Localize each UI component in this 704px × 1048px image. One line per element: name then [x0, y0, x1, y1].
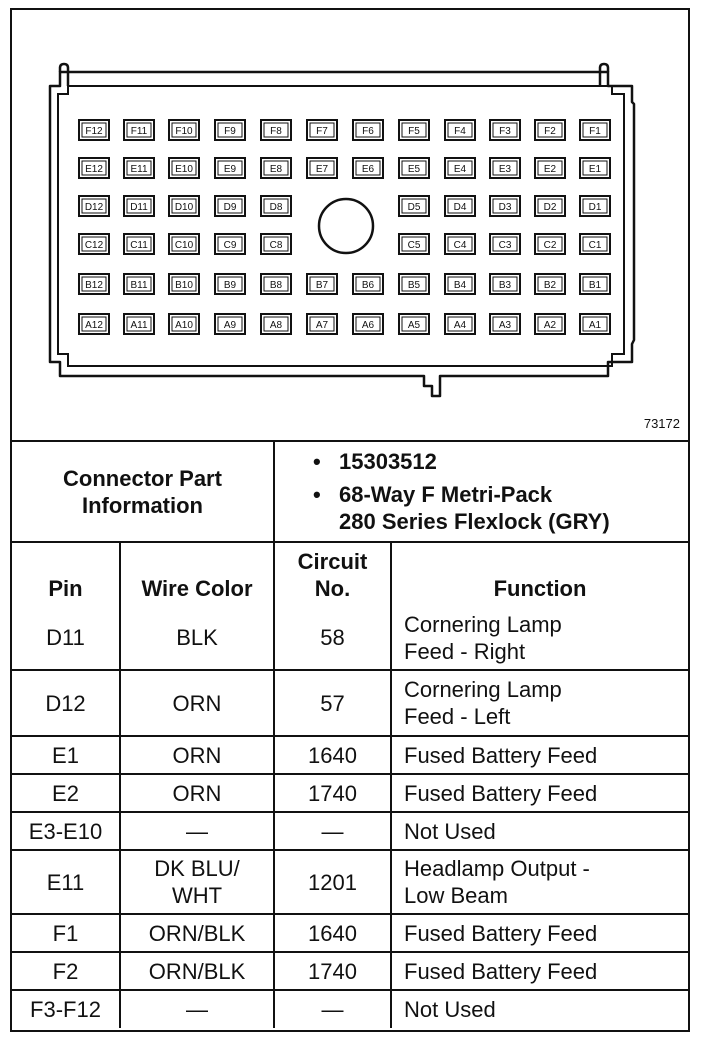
pin-label-B1: B1	[588, 280, 602, 291]
wire-color-line1: ORN/BLK	[148, 958, 246, 984]
header-function: Function	[391, 542, 688, 606]
table-row	[12, 736, 688, 774]
pin-label-E1: E1	[588, 164, 602, 175]
pin-label-B11: B11	[130, 280, 148, 291]
wire-color-line1: ORN	[172, 780, 222, 806]
connector-face-drawing	[12, 10, 688, 440]
center-key-hole	[319, 199, 373, 253]
header-circuit-line1: Circuit	[297, 549, 368, 574]
function-line2: Feed - Right	[404, 638, 526, 664]
header-circuit-line2: No.	[314, 576, 351, 601]
pin-label-B8: B8	[269, 280, 283, 291]
wire-color-line1: BLK	[176, 625, 218, 650]
function-cell	[391, 952, 688, 990]
pin-label-E5: E5	[407, 164, 421, 175]
wire-color-cell	[120, 606, 274, 670]
pin-cell: E11	[12, 850, 120, 914]
pin-cell: E3-E10	[12, 812, 120, 850]
info-title-line2: Information	[82, 492, 203, 518]
pin-cell: F3-F12	[12, 990, 120, 1028]
pin-label-B3: B3	[498, 280, 512, 291]
bullet-icon: •	[313, 449, 321, 474]
pin-label-D11: D11	[130, 202, 148, 213]
pin-label-D4: D4	[453, 202, 467, 213]
pin-label-E4: E4	[453, 164, 467, 175]
function-cell	[391, 850, 688, 914]
function-line2: Feed - Left	[404, 704, 511, 729]
wire-color-line1: —	[186, 818, 208, 844]
connector-info-bullets	[274, 442, 688, 542]
pin-label-C8: C8	[269, 240, 283, 251]
bullet-part-number	[313, 448, 688, 475]
pin-label-F4: F4	[454, 126, 466, 137]
pin-label-C9: C9	[223, 240, 237, 251]
circuit-cell: 1640	[274, 736, 391, 774]
function-line1: Fused Battery Feed	[404, 958, 598, 984]
bullet-description	[313, 481, 688, 535]
pin-label-F11: F11	[130, 126, 148, 137]
pin-label-D12: D12	[84, 202, 104, 213]
pin-label-E6: E6	[361, 164, 375, 175]
wire-color-line1: ORN	[172, 742, 222, 768]
function-cell	[391, 670, 688, 736]
pin-label-A7: A7	[315, 320, 329, 331]
function-line1: Headlamp Output -	[404, 856, 590, 881]
pin-label-E3: E3	[498, 164, 512, 175]
pin-label-C3: C3	[498, 240, 512, 251]
wire-color-line1: ORN/BLK	[148, 920, 246, 946]
pin-label-F12: F12	[85, 126, 103, 137]
wire-color-line2: WHT	[171, 883, 223, 908]
pin-label-E10: E10	[175, 164, 193, 175]
pin-label-A9: A9	[223, 320, 237, 331]
function-cell	[391, 990, 688, 1028]
table-row	[12, 812, 688, 850]
info-title-line1: Connector Part	[63, 465, 222, 491]
pin-label-C10: C10	[174, 240, 194, 251]
function-cell	[391, 812, 688, 850]
document-frame	[10, 8, 690, 1032]
wire-color-cell	[120, 850, 274, 914]
circuit-cell: 1640	[274, 914, 391, 952]
pin-label-A5: A5	[407, 320, 421, 331]
pin-label-C5: C5	[407, 240, 421, 251]
pin-label-E11: E11	[130, 164, 148, 175]
pin-cell: D11	[12, 606, 120, 670]
bullet-icon: •	[313, 482, 321, 507]
pin-label-E12: E12	[85, 164, 103, 175]
circuit-cell: 58	[274, 606, 391, 670]
connector-diagram	[12, 10, 688, 442]
pin-label-F5: F5	[408, 126, 420, 137]
function-cell	[391, 736, 688, 774]
pin-label-F2: F2	[544, 126, 556, 137]
wire-color-cell	[120, 670, 274, 736]
pin-label-B9: B9	[223, 280, 237, 291]
table-row	[12, 990, 688, 1028]
pin-label-E8: E8	[269, 164, 283, 175]
pin-label-D8: D8	[269, 202, 283, 213]
pin-label-D9: D9	[223, 202, 237, 213]
table-row	[12, 914, 688, 952]
pin-label-B2: B2	[543, 280, 557, 291]
pin-label-C11: C11	[130, 240, 148, 251]
pin-label-E9: E9	[223, 164, 237, 175]
circuit-cell: 57	[274, 670, 391, 736]
function-cell	[391, 914, 688, 952]
circuit-cell: 1740	[274, 952, 391, 990]
pin-label-A11: A11	[130, 320, 148, 331]
table-row	[12, 670, 688, 736]
table-row	[12, 774, 688, 812]
pin-label-E2: E2	[543, 164, 557, 175]
pin-label-A2: A2	[543, 320, 557, 331]
header-row	[12, 542, 688, 606]
table-row	[12, 850, 688, 914]
function-line1: Cornering Lamp	[404, 611, 562, 637]
pin-label-B6: B6	[361, 280, 375, 291]
function-cell	[391, 606, 688, 670]
header-wire-color: Wire Color	[120, 542, 274, 606]
pin-label-A10: A10	[175, 320, 193, 331]
function-line2: Low Beam	[404, 883, 508, 908]
pin-label-F10: F10	[175, 126, 193, 137]
pin-label-B10: B10	[175, 280, 193, 291]
pin-label-A4: A4	[453, 320, 467, 331]
wire-color-line1: ORN	[172, 690, 222, 716]
function-line1: Not Used	[404, 818, 496, 844]
function-cell	[391, 774, 688, 812]
wire-color-line1: —	[186, 997, 208, 1022]
pinout-table	[12, 442, 688, 1028]
pin-label-B5: B5	[407, 280, 421, 291]
pin-label-F7: F7	[316, 126, 328, 137]
circuit-cell: 1740	[274, 774, 391, 812]
figure-number: 73172	[643, 416, 680, 431]
pin-label-A6: A6	[361, 320, 375, 331]
function-line1: Fused Battery Feed	[404, 742, 598, 768]
pin-label-F9: F9	[224, 126, 236, 137]
pin-label-B4: B4	[453, 280, 467, 291]
pin-label-D10: D10	[174, 202, 194, 213]
function-line1: Not Used	[404, 997, 496, 1022]
circuit-cell: —	[274, 990, 391, 1028]
table-row	[12, 952, 688, 990]
pin-label-A8: A8	[269, 320, 283, 331]
table-row	[12, 606, 688, 670]
description-line2: 280 Series Flexlock (GRY)	[339, 509, 610, 534]
wire-color-cell	[120, 812, 274, 850]
wire-color-cell	[120, 774, 274, 812]
wire-color-line1: DK BLU/	[154, 856, 240, 881]
pin-label-F6: F6	[362, 126, 374, 137]
pin-label-C4: C4	[453, 240, 467, 251]
pin-label-D5: D5	[407, 202, 421, 213]
pin-cell: F2	[12, 952, 120, 990]
description-line1: 68-Way F Metri-Pack	[339, 482, 553, 507]
pin-label-F8: F8	[270, 126, 282, 137]
pin-label-A12: A12	[85, 320, 103, 331]
pin-label-D1: D1	[588, 202, 602, 213]
pin-label-B12: B12	[85, 280, 103, 291]
header-pin: Pin	[12, 542, 120, 606]
wire-color-cell	[120, 952, 274, 990]
pin-label-D2: D2	[543, 202, 557, 213]
wire-color-cell	[120, 736, 274, 774]
pin-cell: E2	[12, 774, 120, 812]
connector-info-title	[12, 442, 274, 542]
pin-label-B7: B7	[315, 280, 329, 291]
wire-color-cell	[120, 914, 274, 952]
function-line1: Cornering Lamp	[404, 677, 562, 702]
function-line1: Fused Battery Feed	[404, 780, 598, 806]
function-line1: Fused Battery Feed	[404, 920, 598, 946]
connector-info-row	[12, 442, 688, 542]
pin-label-F1: F1	[589, 126, 601, 137]
pin-cell: E1	[12, 736, 120, 774]
pin-cell: F1	[12, 914, 120, 952]
part-number: 15303512	[339, 449, 437, 474]
pin-label-D3: D3	[498, 202, 512, 213]
pin-label-E7: E7	[315, 164, 329, 175]
header-circuit	[274, 542, 391, 606]
pin-label-F3: F3	[499, 126, 511, 137]
circuit-cell: —	[274, 812, 391, 850]
pin-label-C1: C1	[588, 240, 602, 251]
circuit-cell: 1201	[274, 850, 391, 914]
pin-label-A1: A1	[588, 320, 602, 331]
pin-label-C2: C2	[543, 240, 557, 251]
pin-cell: D12	[12, 670, 120, 736]
pin-label-C12: C12	[84, 240, 104, 251]
pin-label-A3: A3	[498, 320, 512, 331]
wire-color-cell	[120, 990, 274, 1028]
